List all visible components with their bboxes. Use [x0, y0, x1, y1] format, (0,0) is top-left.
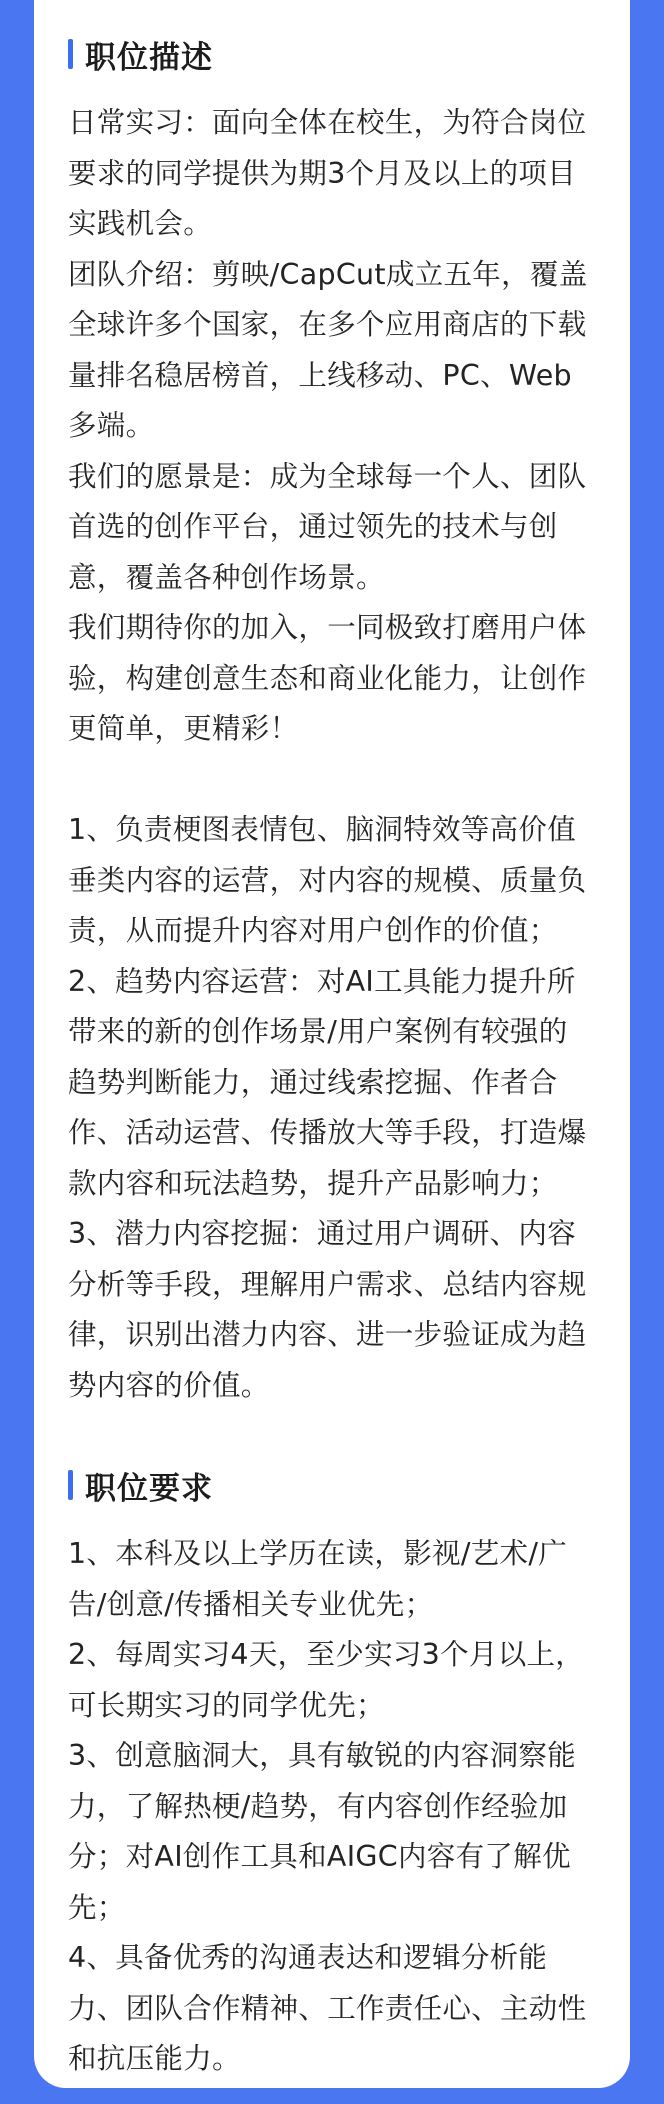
section-heading-requirements — [68, 1461, 596, 1509]
requirement-item: 1、本科及以上学历在读，影视/艺术/广告/创意/传播相关专业优先； — [68, 1537, 568, 1621]
section-title: 职位要求 — [85, 1470, 213, 1507]
duty-item: 3、潜力内容挖掘：通过用户调研、内容分析等手段，理解用户需求、总结内容规律，识别出潜力内容、进一步验证成为趋势内容的价值。 — [68, 1217, 587, 1402]
section-title: 职位描述 — [85, 39, 213, 76]
duty-item: 2、趋势内容运营：对AI工具能力提升所带来的新的创作场景/用户案例有较强的趋势判断能力，通过线索挖掘、作者合作、活动运营、传播放大等手段，打造爆款内容和玩法趋势，提升产品影响力； — [68, 964, 587, 1200]
intro-paragraph: 团队介绍：剪映/CapCut成立五年，覆盖全球许多个国家，在多个应用商店的下载量排名稳居榜首，上线移动、PC、Web多端。 — [68, 257, 588, 442]
requirement-item: 2、每周实习4天，至少实习3个月以上，可长期实习的同学优先； — [68, 1638, 585, 1722]
intro-paragraph: 我们期待你的加入，一同极致打磨用户体验，构建创意生态和商业化能力，让创作更简单，更精彩！ — [68, 611, 587, 745]
requirement-item: 3、创意脑洞大，具有敏锐的内容洞察能力，了解热梗/趋势，有内容创作经验加分；对AI创作工具和AIGC内容有了解优先； — [68, 1739, 577, 1924]
intro-paragraph: 日常实习：面向全体在校生，为符合岗位要求的同学提供为期3个月及以上的项目实践机会。 — [68, 106, 587, 240]
duty-item: 1、负责梗图表情包、脑洞特效等高价值垂类内容的运营，对内容的规模、质量负责，从而提升内容对用户创作的价值； — [68, 813, 587, 947]
intro-paragraph: 我们的愿景是：成为全球每一个人、团队首选的创作平台，通过领先的技术与创意，覆盖各种创作场景。 — [68, 459, 587, 594]
requirement-item: 4、具备优秀的沟通表达和逻辑分析能力、团队合作精神、工作责任心、主动性和抗压能力。 — [68, 1941, 587, 2075]
job-posting-card — [34, 0, 630, 2088]
heading-accent-bar — [68, 39, 73, 69]
heading-accent-bar — [68, 1470, 73, 1500]
section-heading-description — [68, 30, 596, 78]
